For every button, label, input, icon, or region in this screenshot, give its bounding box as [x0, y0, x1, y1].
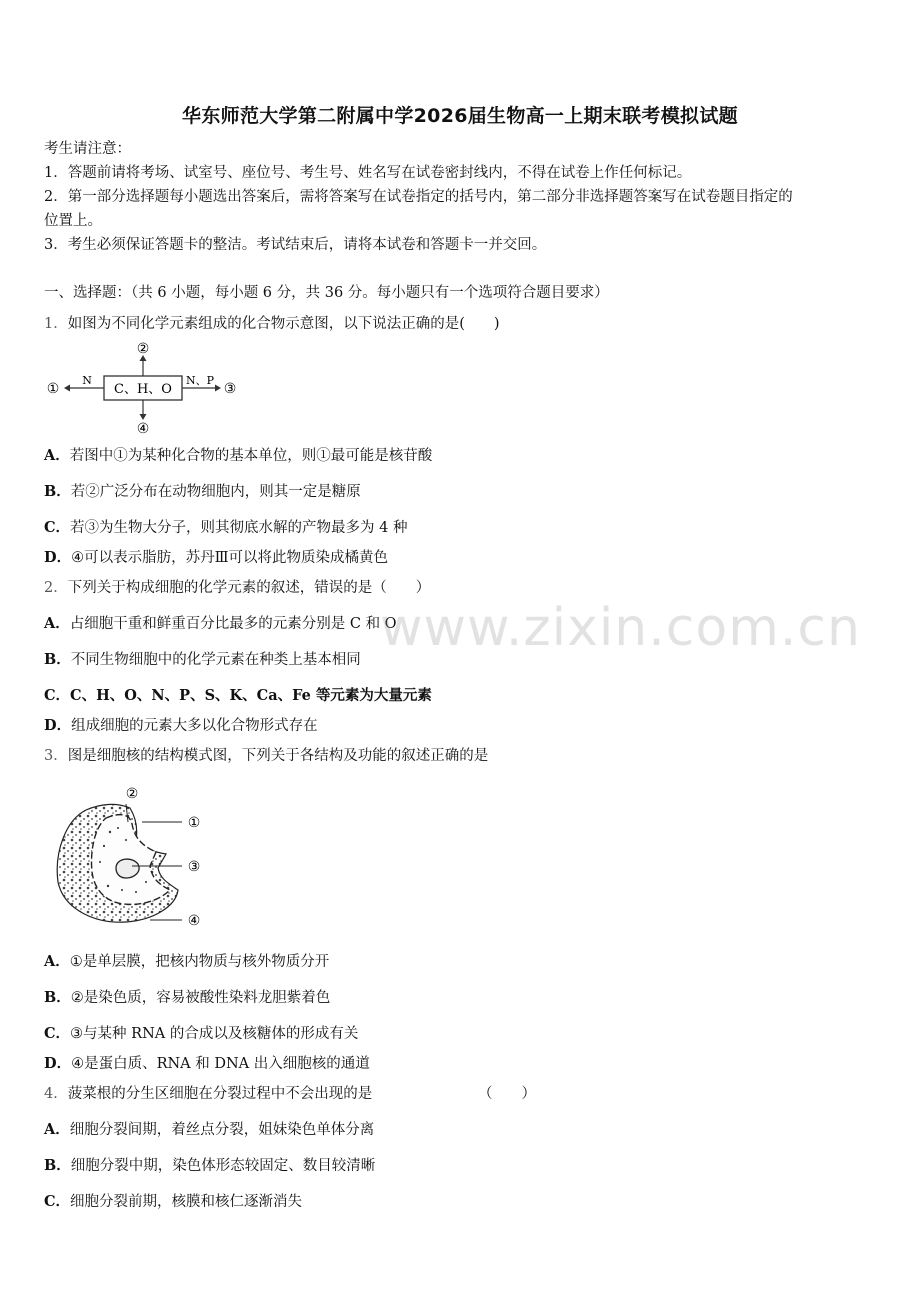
- q3-option-c: C．③与某种 RNA 的合成以及核糖体的形成有关: [44, 1025, 359, 1042]
- question-3-stem: [44, 746, 488, 766]
- right-label: N、P: [185, 374, 215, 387]
- question-number: 2．: [44, 580, 68, 596]
- arrow-right-head: [215, 385, 221, 392]
- q1-option-b: B．若②广泛分布在动物细胞内，则其一定是糖原: [44, 483, 361, 500]
- q3-option-b: B．②是染色质，容易被酸性染料龙胆紫着色: [44, 989, 331, 1006]
- q2-option-b: B．不同生物细胞中的化学元素在种类上基本相同: [44, 651, 361, 668]
- q4-option-b: B．细胞分裂中期，染色体形态较固定、数目较清晰: [44, 1157, 376, 1174]
- q3-option-d: D．④是蛋白质、RNA 和 DNA 出入细胞核的通道: [44, 1055, 370, 1072]
- question-number: 1．: [44, 316, 68, 332]
- nucleolus: [116, 859, 139, 878]
- q2-option-c: C．C、H、O、N、P、S、K、Ca、Fe 等元素为大量元素: [44, 687, 432, 704]
- marker-2: ②: [136, 341, 150, 357]
- marker-4: ④: [187, 913, 201, 929]
- marker-4: ④: [136, 421, 150, 437]
- nucleus-diagram: [46, 782, 216, 932]
- question-4-stem: [44, 1084, 372, 1104]
- question-number: 4．: [44, 1086, 68, 1102]
- section-heading: 一、选择题：（共 6 小题，每小题 6 分，共 36 分。每小题只有一个选项符合题目要求）: [44, 285, 609, 301]
- q4-option-a: A．细胞分裂间期，着丝点分裂，姐妹染色单体分离: [44, 1121, 375, 1138]
- marker-1: ①: [187, 815, 201, 831]
- question-text: 下列关于构成细胞的化学元素的叙述，错误的是（ ）: [67, 580, 431, 596]
- question-text: 图是细胞核的结构模式图，下列关于各结构及功能的叙述正确的是: [67, 748, 489, 764]
- box-label: C、H、O: [114, 382, 172, 397]
- q1-option-a: A．若图中①为某种化合物的基本单位，则①最可能是核苷酸: [44, 447, 433, 464]
- question-2-stem: [44, 578, 430, 598]
- q1-option-d: D．④可以表示脂肪，苏丹Ⅲ可以将此物质染成橘黄色: [44, 549, 389, 566]
- notice-heading: 考生请注意：: [44, 141, 131, 157]
- marker-3: ③: [187, 859, 201, 875]
- q1-option-c: C．若③为生物大分子，则其彻底水解的产物最多为 4 种: [44, 519, 408, 536]
- marker-3: ③: [223, 381, 237, 397]
- notice-item-2: 2．第一部分选择题每小题选出答案后，需将答案写在试卷指定的括号内，第二部分非选择题答案写在试卷题目指定的: [44, 189, 793, 205]
- page-title: 华东师范大学第二附属中学2026届生物高一上期末联考模拟试题: [182, 105, 738, 127]
- q2-option-a: A．占细胞干重和鲜重百分比最多的元素分别是 C 和 O: [44, 615, 397, 632]
- marker-2: ②: [125, 786, 139, 802]
- q3-option-a: A．①是单层膜，把核内物质与核外物质分开: [44, 953, 330, 970]
- question-text: 菠菜根的分生区细胞在分裂过程中不会出现的是: [67, 1086, 373, 1102]
- notice-item-1: 1．答题前请将考场、试室号、座位号、考生号、姓名写在试卷密封线内，不得在试卷上作任何标记。: [44, 165, 692, 181]
- question-4-blank: （ ）: [478, 1086, 536, 1102]
- q2-option-d: D．组成细胞的元素大多以化合物形式存在: [44, 717, 318, 734]
- notice-item-2-cont: 位置上。: [44, 213, 102, 229]
- left-label: N: [82, 374, 92, 387]
- marker-1: ①: [46, 381, 60, 397]
- q4-option-c: C．细胞分裂前期，核膜和核仁逐渐消失: [44, 1193, 303, 1210]
- arrow-down-head: [140, 414, 147, 420]
- notice-item-3: 3．考生必须保证答题卡的整洁。考试结束后，请将本试卷和答题卡一并交回。: [44, 237, 547, 253]
- question-text: 如图为不同化学元素组成的化合物示意图，以下说法正确的是( ): [67, 316, 500, 332]
- arrow-left-head: [64, 385, 70, 392]
- compound-diagram: [40, 338, 250, 438]
- question-1-stem: [44, 314, 500, 334]
- question-number: 3．: [44, 748, 68, 764]
- watermark: www.zixin.com.cn: [380, 598, 861, 658]
